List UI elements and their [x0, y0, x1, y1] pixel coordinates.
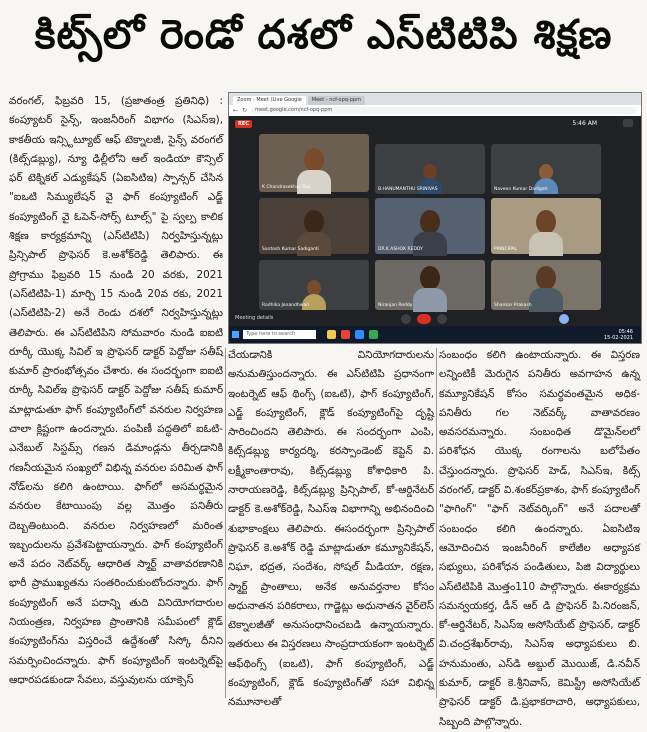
app-icon[interactable] [369, 330, 378, 339]
url-field[interactable]: meet.google.com/ncf-opq-ppm [251, 107, 637, 114]
back-icon[interactable]: ← [233, 107, 239, 114]
taskbar-search-input[interactable]: Type here to search [243, 330, 316, 339]
participant-tile [375, 144, 485, 194]
browser-tab-2[interactable]: Meet - ncf-opq-ppm [308, 96, 365, 105]
meeting-details-button[interactable]: Meeting details [235, 315, 274, 321]
people-icon[interactable] [623, 119, 633, 127]
microphone-icon[interactable] [401, 314, 411, 324]
article-text-2: చేయడానికి వినియోగదారులను అనుమతిస్తుందన్నారు. ఈ ఎస్‌టిటిపి ప్రధానంగా ఇంటర్నెట్ ఆఫ్ థింగ్స్ (ఐఒటి), ఫాగ్ కంప్యూటింగ్, ఎడ్జ్ కంప్యూటింగ్, క్లౌడ్ కంప్యూటింగ్‌పై దృష్టి సారించిందని తెలిపారు. ఈ సందర్భంగా ఎంపి, కిట్స్‌డబ్ల్యు కార్యదర్శి, కరస్పాండెంట్ కెప్టెన్ వి. లక్ష్మీకాంతారావు, కిట్స్‌డబ్ల్యు కోశాధికారి పి. నారాయణరెడ్డి, కిట్స్‌డబ్ల్యు ప్రిన్సిపాల్, కో-ఆర్డినేటర్ డాక్టర్ కె.అశోక్‌రెడ్డి, సిఎస్‌ఇ విభాగాన్ని అభినందించి శుభాకాంక్షలు తెలిపారు. ఈసందర్భంగా ప్రిన్సిపాల్ ప్రొఫెసర్ కె.అశోక్ రెడ్డి మాట్లాడుతూ కమ్యూనికేషన్, నిఘా, భద్రత, సందేశం, సోషల్ మీడియా, రక్షణ, స్మార్ట్ ప్రాంతాలు, అనేక అనువర్తనాల కోసం అధునాతన పరికరాలు, గాడ్జెట్లు అధునాతన వైర్‌లెస్ టెక్నాలజీతో అనుసంధానించబడి ఉన్నాయన్నారు. ఇతరులు ఈ విస్తరణలు సాంప్రదాయకంగా ఇంటర్నెట్ ఆఫ్‌థింగ్స్ (ఐఒటి), ఫాగ్ కంప్యూటింగ్, ఎడ్జ్ కంప్యూటింగ్, క్లౌడ్ కంప్యూటింగ్‌తో సహా విభిన్న నమూనాలతో [228, 349, 434, 709]
participant-tile [375, 260, 485, 310]
participant-name: K Chandrasekhar Rao [262, 185, 311, 190]
participant-tile [259, 198, 369, 254]
participant-tile [375, 198, 485, 254]
article-column-2 [228, 346, 434, 709]
column-rule [436, 348, 437, 698]
chrome-icon[interactable] [341, 330, 350, 339]
person-video [413, 264, 447, 310]
taskbar-clock: 05:46 15-02-2021 [603, 329, 633, 341]
article-text-1: వరంగల్, ఫిబ్రవరి 15, (ప్రజాతంత్ర ప్రతినిధి) : కంప్యూటర్ సైన్స్, ఇంజనీరింగ్ విభాగం (సిఎస్‌ఇ), కాకతీయ ఇన్స్టిట్యూట్ ఆఫ్ టెక్నాలజీ, సైన్స్ వరంగల్ (కిట్స్‌డబ్ల్యు), న్యూ ఢిల్లీలోని ఆల్ ఇండియా కౌన్సిల్ ఫర్ టెక్నికల్ ఎడ్యుకేషన్ (ఏఐసిటిఇ) స్పాన్సర్ చేసిన "ఐఒటి సిమ్యులేషన్ వై ఫాగ్ కంప్యూటింగ్ ఎడ్జ్ కంప్యూటింగ్ వై ఓపెన్-సోర్స్ టూల్స్" పై స్వల్ప కాలిక శిక్షణ కార్యక్రమాన్ని (ఎస్‌టిటిపి) నిర్వహిస్తున్నట్లు ప్రిన్సిపాల్ ప్రొఫెసర్ కె.అశోక్‌రెడ్డి తెలిపారు. ఈ ప్రోగ్రాము ఫిబ్రవరి 15 నుండి 20 వరకు, 2021 (ఎస్‌టిటిపి-1) మార్చి 15 నుండి 20వ రకు, 2021 (ఎస్‌టిటిపి-2) అనే రెండు దశలో నిర్వహిస్తున్నట్లు తెలిపారు. ఈ ఎస్‌టిటిపిని సోమవారం నుండి ఐఐటి రూర్కీ యొక్క సివిల్ ఇ ప్రొఫెసర్ డాక్టర్ పెద్దోజు సతీష్ కుమార్ ప్రారంభోత్సవం చేశారు. ఈ సందర్భంగా ఐఐటి రూర్కీ సివిల్‌ఇ ప్రొఫెసర్ డాక్టర్ పెద్దోజు సతీష్ కుమార్ మాట్లాడుతూ ఫాగ్ కంప్యూటింగ్‌లో వనరుల నిర్వహణ చాలా క్లిష్టంగా ఉందన్నారు. పంపిణీ పద్ధతిలో ఐఓటి-ఎనేబుల్ సిస్టమ్స్ గణన డిమాండ్లను తీర్చడానికి గణనీయమైన సంఖ్యలో విభిన్న వనరుల పరిమిత ఫాగ్ నోడ్‌లను కలిగి ఉంటాయి. ఫాగ్‌లో అసమర్థమైన వనరుల కేటాయింపు వల్ల మొత్తం పనితీరు దెబ్బతింటుంది. వనరుల నిర్వహణలో మరింత ఇబ్బందులను ప్రవేశపెట్టాయన్నారు. ఫాగ్ కంప్యూటింగ్ అనే పదం నెట్‌వర్క్ ఆధారిత స్మార్ట్ వాతావరణానికి భారీ ప్రాముఖ్యతను సంతరించుకుంటోందన్నారు. ఫాగ్ కంప్యూటింగ్ అనే పదాన్ని తుది వినియోగదారుల నియంత్రణ, నిర్వహణ ప్రాంతానికి సమీపంలో క్లౌడ్ కంప్యూటింగ్‌ను విస్తరించే ఉద్దేశంతో సిస్కో దీనిని సమర్పించిందన్నారు. ఫాగ్ కంప్యూటింగ్ ఇంటర్నెట్‌పై ఆధారపడకుండా సేవలు, వస్తువులను యాక్సెస్ [9, 95, 223, 686]
participant-name: Radhika Jonandhwari [262, 303, 310, 308]
participant-name: Shankar Prakash [494, 303, 532, 308]
meet-controls [229, 312, 641, 326]
participant-name: Niranjan Reddy [378, 303, 413, 308]
participant-tile [259, 260, 369, 310]
participant-tile [491, 144, 601, 194]
headline: కిట్స్‌లో రెండో దశలో ఎస్‌టిటిపి శిక్షణ [34, 12, 613, 58]
hangup-icon[interactable] [417, 314, 431, 324]
browser-tabbar [229, 93, 641, 105]
article-column-1 [9, 92, 223, 698]
participant-name: B.HANUMANTHU SRINIVAS [378, 187, 438, 192]
windows-taskbar [229, 326, 641, 343]
browser-tab-1[interactable]: Zoom - Meet (Live Google [233, 96, 306, 105]
folder-icon[interactable] [327, 330, 336, 339]
meeting-screenshot [228, 92, 642, 344]
article-text-3: సంబంధం కలిగి ఉంటాయన్నారు. ఈ విస్తరణ లన్నింటికీ మెరుగైన పనితీరు అవగాహన ఉన్న కమ్యూనికేషన్ కోసం సమర్థవంతమైన అధిక-పనితీరు గల నెట్‌వర్క్ వాతావరణం అవసరమన్నారు. సంబంధిత డొమైన్‌లలో పరిశోధన యొక్క రంగాలను బలోపేతం చేస్తుందన్నారు. ప్రొఫెసర్ హెడ్, సిఎస్‌ఇ, కిట్స్ వరంగల్, డాక్టర్ వి.శంకర్‌ప్రకాశం, ఫాగ్ కంప్యూటింగ్ "ఫాగింగ్" "ఫాగ్ నెట్‌వర్కింగ్" అనే పదాలతో సంబంధం కలిగి ఉందన్నారు. ఏఐసిటిఇ ఆమోదించిన ఇంజనీరింగ్ కాలేజీల అధ్యాపక సభ్యులు, పరిశోధన పండితులు, పిజి విద్యార్థులు ఎస్‌టిటిపికి మొత్తం110 పాల్గొన్నారు. ఈకార్యక్రమ సమన్వయకర్త, డీన్ ఆర్ డి ప్రొఫెసర్ పి.నిరంజన్, కో-ఆర్డినేటర్, సిఎస్‌ఇ అసోసియేట్ ప్రొఫెసర్, డాక్టర్ వి.చంద్రశేఖర్‌రావు, సిఎస్‌ఇ అధ్యాపకులు బి. హనుమంతు, ఎస్‌డి అబ్దుల్ మొయిజ్, డి.నవీన్ కుమార్, డాక్టర్ కె.శ్రీనివాస్, కెమిస్ట్రీ అసోసియేట్ ప్రొఫెసర్ డాక్టర్ డి.ప్రభాకరాచారి, అధ్యాపకులు, సిబ్బంది పాల్గొన్నారు. [439, 349, 640, 728]
participant-name: Santosh Kumar Sadiganti [262, 247, 319, 252]
column-rule [225, 348, 226, 698]
rec-badge: REC [235, 120, 252, 128]
person-video [529, 208, 563, 254]
reload-icon[interactable]: ↻ [242, 107, 248, 114]
present-icon[interactable] [559, 314, 569, 324]
camera-icon[interactable] [437, 314, 447, 324]
participant-tile [491, 260, 601, 310]
meet-grid [229, 116, 641, 312]
participant-tile [259, 134, 369, 192]
person-video [529, 264, 563, 310]
participant-tile [491, 198, 601, 254]
windows-start-icon[interactable] [232, 331, 239, 338]
meet-clock: 5:46 AM [572, 120, 597, 127]
article-column-3 [439, 346, 640, 728]
participant-name: DR.K.ASHOK REDDY [378, 247, 423, 252]
participant-name: Naveen Kumar Dadigeti [494, 187, 548, 192]
participant-name: PRINCIPAL [494, 247, 518, 252]
zoom-icon[interactable] [355, 330, 364, 339]
